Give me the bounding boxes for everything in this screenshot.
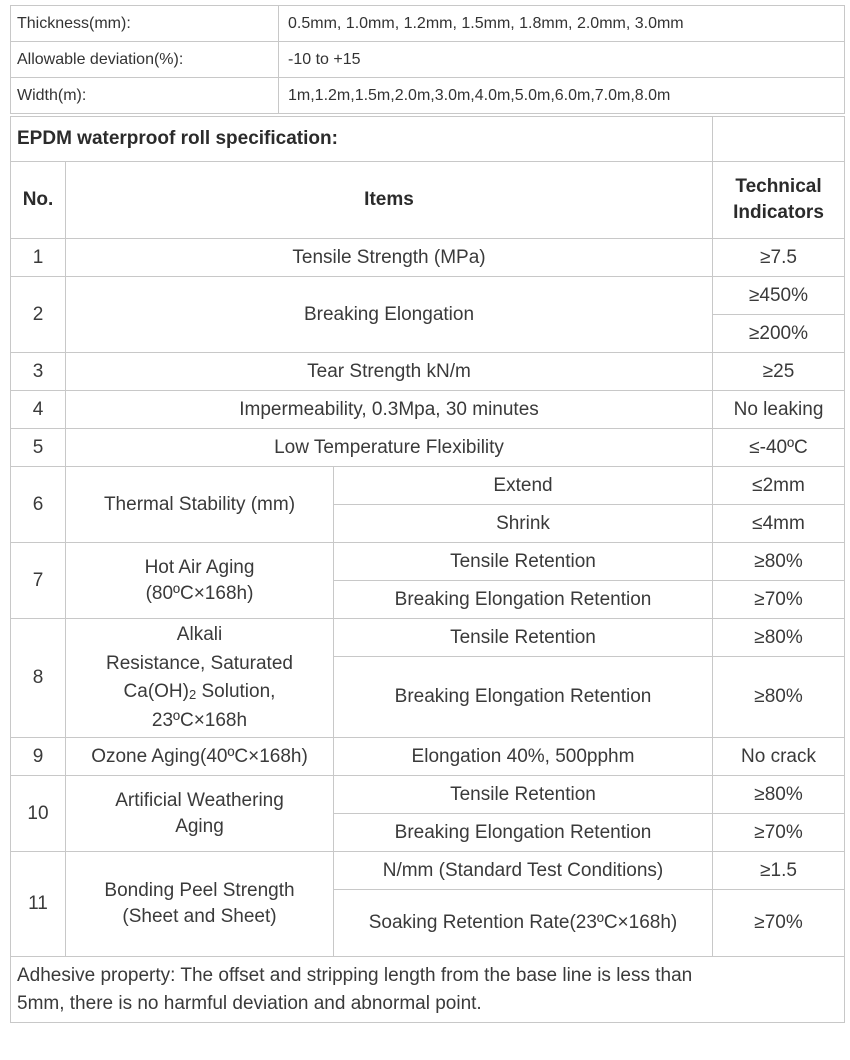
row-number: 2	[11, 277, 66, 353]
row-item	[66, 619, 334, 738]
row-value: ≤2mm	[713, 467, 845, 505]
row-item-line1: Bonding Peel Strength	[104, 880, 295, 902]
row-value: ≥80%	[713, 776, 845, 814]
row-number: 9	[11, 738, 66, 776]
row-item: Breaking Elongation	[66, 277, 713, 353]
row-item-line1: Alkali	[176, 624, 223, 645]
note-line2: 5mm, there is no harmful deviation and abnormal point.	[17, 992, 482, 1014]
row-item-line4: 23ºC×168h	[151, 709, 248, 731]
row-subitem: Soaking Retention Rate(23ºC×168h)	[334, 890, 713, 957]
row-item-line3: Ca(OH)	[123, 681, 189, 702]
row-subitem: Breaking Elongation Retention	[334, 657, 713, 738]
row-value: ≥7.5	[713, 239, 845, 277]
spec-label: Thickness(mm):	[11, 6, 279, 42]
table-row	[11, 619, 845, 657]
header-indicators-line2: Indicators	[733, 202, 824, 223]
row-item-subscript: 2	[188, 687, 197, 702]
row-subitem: Tensile Retention	[334, 776, 713, 814]
row-subitem: N/mm (Standard Test Conditions)	[334, 852, 713, 890]
note-row	[11, 957, 845, 1023]
row-value: ≥70%	[713, 581, 845, 619]
header-items: Items	[66, 162, 713, 239]
table-row	[11, 738, 845, 776]
table-row	[11, 277, 845, 315]
row-item	[66, 852, 334, 957]
table-row	[11, 429, 845, 467]
row-value: ≥70%	[713, 814, 845, 852]
row-subitem: Tensile Retention	[334, 543, 713, 581]
row-value: ≤-40ºC	[713, 429, 845, 467]
row-item: Impermeability, 0.3Mpa, 30 minutes	[66, 391, 713, 429]
specification-table	[10, 116, 845, 1023]
row-item: Tensile Strength (MPa)	[66, 239, 713, 277]
table-row	[11, 239, 845, 277]
table-row	[11, 467, 845, 505]
row-value: ≥70%	[713, 890, 845, 957]
row-item-line1: Artificial Weathering	[115, 789, 284, 811]
row-number: 11	[11, 852, 66, 957]
spec-value: 0.5mm, 1.0mm, 1.2mm, 1.5mm, 1.8mm, 2.0mm, 3.0mm	[279, 6, 845, 42]
row-value: ≥25	[713, 353, 845, 391]
row-item-line3-end: Solution,	[196, 681, 276, 702]
width-row	[11, 78, 845, 114]
row-value: No leaking	[713, 391, 845, 429]
row-item-line2: Resistance, Saturated	[106, 652, 293, 674]
row-number: 3	[11, 353, 66, 391]
table-row	[11, 776, 845, 814]
row-subitem: Breaking Elongation Retention	[334, 581, 713, 619]
table-title: EPDM waterproof roll specification:	[11, 117, 713, 162]
header-no: No.	[11, 162, 66, 239]
spec-label: Allowable deviation(%):	[11, 42, 279, 78]
row-value: ≤4mm	[713, 505, 845, 543]
row-subitem: Extend	[334, 467, 713, 505]
row-value: ≥80%	[713, 619, 845, 657]
row-subitem: Tensile Retention	[334, 619, 713, 657]
row-item	[66, 776, 334, 852]
row-number: 5	[11, 429, 66, 467]
row-subitem: Shrink	[334, 505, 713, 543]
row-number: 1	[11, 239, 66, 277]
row-item: Tear Strength kN/m	[66, 353, 713, 391]
row-value: ≥200%	[713, 315, 845, 353]
row-number: 10	[11, 776, 66, 852]
row-number: 8	[11, 619, 66, 738]
row-value: ≥80%	[713, 657, 845, 738]
row-value: ≥80%	[713, 543, 845, 581]
row-number: 6	[11, 467, 66, 543]
row-item-line2: (80ºC×168h)	[145, 582, 254, 604]
row-item-line1: Hot Air Aging	[144, 556, 255, 578]
header-row	[11, 162, 845, 239]
row-number: 4	[11, 391, 66, 429]
spec-value: 1m,1.2m,1.5m,2.0m,3.0m,4.0m,5.0m,6.0m,7.0m,8.0m	[279, 78, 845, 114]
row-item	[66, 543, 334, 619]
title-spacer-cell	[713, 117, 845, 162]
row-item: Thermal Stability (mm)	[66, 467, 334, 543]
thickness-row	[11, 6, 845, 42]
table-row	[11, 391, 845, 429]
header-indicators-line1: Technical	[735, 176, 822, 198]
row-value: ≥450%	[713, 277, 845, 315]
row-item-line2: (Sheet and Sheet)	[122, 906, 277, 927]
row-number: 7	[11, 543, 66, 619]
header-indicators	[713, 162, 845, 239]
table-row	[11, 852, 845, 890]
row-item: Low Temperature Flexibility	[66, 429, 713, 467]
spec-label: Width(m):	[11, 78, 279, 114]
table-row	[11, 543, 845, 581]
row-value: No crack	[713, 738, 845, 776]
row-subitem: Breaking Elongation Retention	[334, 814, 713, 852]
spec-value: -10 to +15	[279, 42, 845, 78]
table-row	[11, 353, 845, 391]
row-subitem: Elongation 40%, 500pphm	[334, 738, 713, 776]
deviation-row	[11, 42, 845, 78]
adhesive-property-note	[11, 957, 845, 1023]
spec-summary-table	[10, 5, 845, 114]
note-line1: Adhesive property: The offset and stripping length from the base line is less than	[17, 964, 693, 986]
row-value: ≥1.5	[713, 852, 845, 890]
row-item: Ozone Aging(40ºC×168h)	[66, 738, 334, 776]
row-item-line2: Aging	[175, 815, 224, 837]
